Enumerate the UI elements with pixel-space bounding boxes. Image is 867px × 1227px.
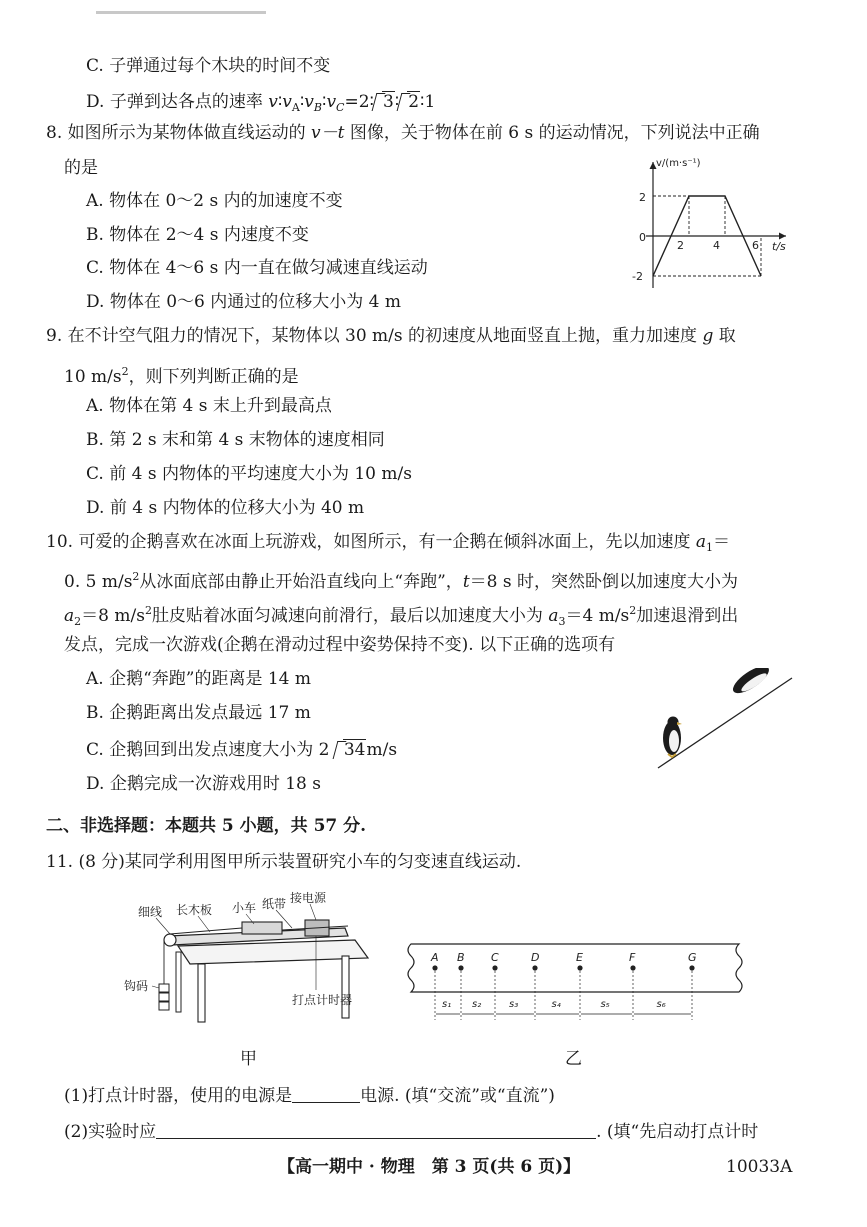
tick-x-6: 6 <box>752 239 759 252</box>
q8-option-b: B. 物体在 2～4 s 内速度不变 <box>86 225 309 245</box>
label-cart: 小车 <box>232 901 257 915</box>
q10-stem-line4: 发点，完成一次游戏(企鹅在滑动过程中姿势保持不变). 以下正确的选项有 <box>64 635 616 655</box>
tape-point-label: A <box>431 951 439 964</box>
tape-dot-b <box>458 965 463 970</box>
q8-option-d: D. 物体在 0～6 内通过的位移大小为 4 m <box>86 292 402 312</box>
tick-y-2: 2 <box>639 191 646 204</box>
q8-option-a: A. 物体在 0～2 s 内的加速度不变 <box>86 191 343 211</box>
tick-x-2: 2 <box>677 239 684 252</box>
tape-interval-label: s₆ <box>656 999 666 1010</box>
q10-stem-line1: 10. 可爱的企鹅喜欢在冰面上玩游戏，如图所示，有一企鹅在倾斜冰面上，先以加速度 $a_1=$ <box>46 532 730 554</box>
q10-option-d: D. 企鹅完成一次游戏用时 18 s <box>86 774 321 794</box>
tape-dot-g <box>689 965 694 970</box>
q9-option-b: B. 第 2 s 末和第 4 s 末物体的速度相同 <box>86 430 385 450</box>
tape-dot-e <box>577 965 582 970</box>
tape-point-label: E <box>576 951 583 964</box>
caption-jia: 甲 <box>240 1049 257 1069</box>
tape-dot-c <box>492 965 497 970</box>
q9-option-a: A. 物体在第 4 s 末上升到最高点 <box>86 396 332 416</box>
tape-dot-f <box>630 965 635 970</box>
q11-part1: (1)打点计时器，使用的电源是 电源. (填“交流”或“直流”) <box>64 1086 555 1106</box>
q10-stem-line2: 0. 5 $m/s^2$从冰面底部由静止开始沿直线向上“奔跑”，t＝8 s 时，突然卧倒以加速度大小为 <box>64 570 739 592</box>
standing-penguin-icon <box>663 717 682 758</box>
sliding-penguin-icon <box>729 668 779 698</box>
tape-interval-label: s₁ <box>442 999 452 1010</box>
tape-point-label: C <box>491 951 499 964</box>
q11-part2: (2)实验时应 . (填“先启动打点计时 <box>64 1122 759 1142</box>
tape-dot-a <box>432 965 437 970</box>
q9-stem-line2: 10 $m/s^2$，则下列判断正确的是 <box>64 365 299 387</box>
q8-option-c: C. 物体在 4～6 s 内一直在做匀减速直线运动 <box>86 258 428 278</box>
label-timer: 打点计时器 <box>292 993 353 1007</box>
tape-interval-label: s₄ <box>551 999 561 1010</box>
q7-option-c: C. 子弹通过每个木块的时间不变 <box>86 56 331 76</box>
answer-blank-2[interactable] <box>156 1138 596 1139</box>
paper-tape-figure <box>405 940 745 1025</box>
section2-title: 二、非选择题：本题共 5 小题，共 57 分. <box>46 816 367 836</box>
apparatus-figure <box>120 888 380 1028</box>
tick-y-neg2: -2 <box>632 270 643 283</box>
label-board: 长木板 <box>176 903 213 917</box>
label-weight: 钩码 <box>124 979 149 993</box>
graph-xlabel: t/s <box>772 240 786 253</box>
footer-code: 10033A <box>726 1157 793 1177</box>
tick-y-0: 0 <box>639 231 646 244</box>
tape-interval-label: s₂ <box>472 999 482 1010</box>
answer-blank-1[interactable] <box>292 1102 360 1103</box>
q9-option-d: D. 前 4 s 内物体的位移大小为 40 m <box>86 498 365 518</box>
label-tape: 纸带 <box>262 897 287 911</box>
graph-ylabel: v/(m·s⁻¹) <box>656 158 701 169</box>
label-thread: 细线 <box>138 905 163 919</box>
vt-graph <box>628 152 808 297</box>
q10-option-c: C. 企鹅回到出发点速度大小为 2 34m/s <box>86 740 398 760</box>
tape-point-label: D <box>531 951 540 964</box>
penguin-slope-figure <box>650 668 800 773</box>
q8-stem-line1: 8. 如图所示为某物体做直线运动的 v－t 图像，关于物体在前 6 s 的运动情况，下列说法中正确 <box>46 123 760 143</box>
tick-x-4: 4 <box>713 239 720 252</box>
tape-interval-label: s₅ <box>600 999 610 1010</box>
q9-stem-line1: 9. 在不计空气阻力的情况下，某物体以 30 m/s 的初速度从地面竖直上抛，重力加速度 g 取 <box>46 326 736 346</box>
q7-option-d: D. 子弹到达各点的速率 $v∶v_A∶v_B∶v_C=2∶$ 3∶ 2∶1 <box>86 92 436 114</box>
label-power: 接电源 <box>290 891 327 905</box>
tape-point-label: G <box>688 951 697 964</box>
q8-stem-line2: 的是 <box>64 158 98 178</box>
caption-yi: 乙 <box>565 1049 582 1069</box>
q9-option-c: C. 前 4 s 内物体的平均速度大小为 10 m/s <box>86 464 412 484</box>
q10-stem-line3: $a_2=8$ $m/s^2$肚皮贴着冰面匀减速向前滑行，最后以加速度大小为 $a_3=4$ $m/s^2$加速退滑到出 <box>64 604 739 628</box>
q10-option-a: A. 企鹅“奔跑”的距离是 14 m <box>86 669 312 689</box>
tape-dot-d <box>532 965 537 970</box>
q10-option-b: B. 企鹅距离出发点最远 17 m <box>86 703 311 723</box>
tape-point-label: B <box>457 951 465 964</box>
tape-point-label: F <box>629 951 636 964</box>
tape-interval-label: s₃ <box>509 999 519 1010</box>
q11-stem: 11. (8 分)某同学利用图甲所示装置研究小车的匀变速直线运动. <box>46 852 522 872</box>
scan-mark <box>96 11 266 14</box>
footer-center: 【高一期中 · 物理 第 3 页(共 6 页)】 <box>278 1157 581 1177</box>
